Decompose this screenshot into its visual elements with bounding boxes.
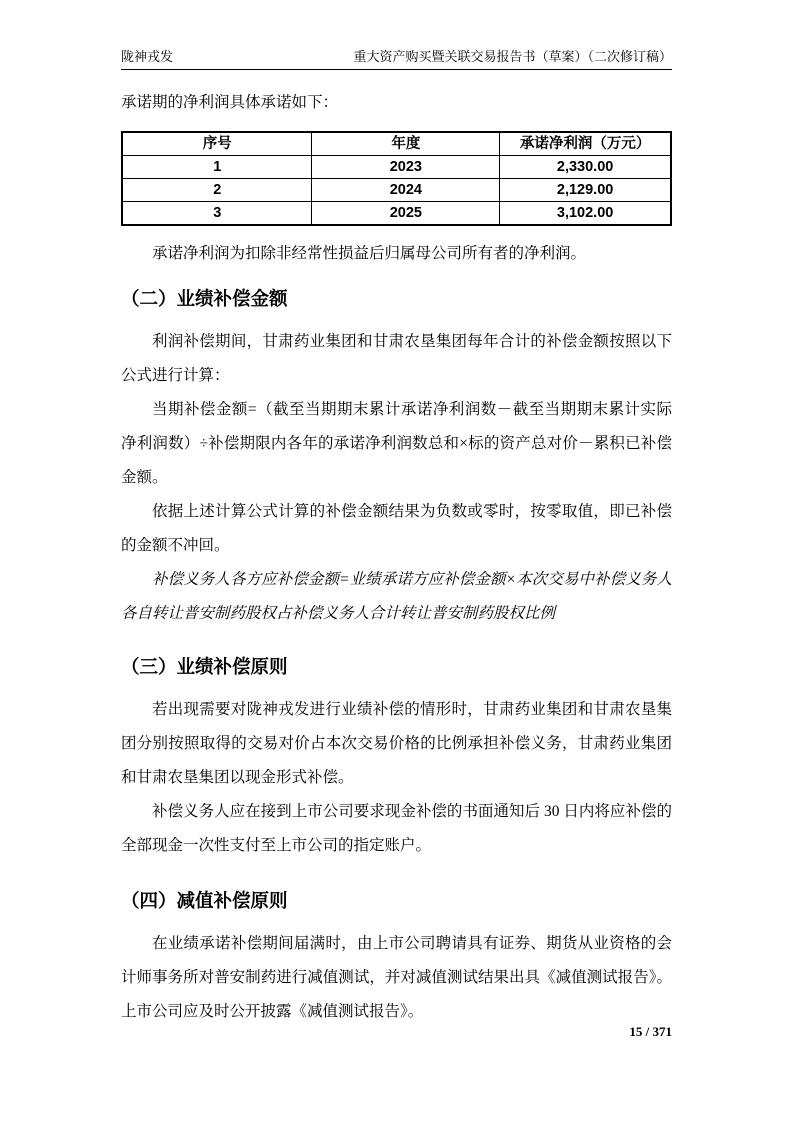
- profit-commitment-table: [121, 131, 672, 226]
- intro-paragraph: 承诺期的净利润具体承诺如下：: [121, 94, 339, 111]
- table-row: [122, 202, 671, 226]
- cell-year: 2023: [312, 156, 500, 179]
- section-3-paragraph-1: 若出现需要对陇神戎发进行业绩补偿的情形时，甘肃药业集团和甘肃农垦集团分别按照取得的交易对价占本次交易价格的比例承担补偿义务，甘肃药业集团和甘肃农垦集团以现金形式补偿。: [121, 701, 672, 786]
- table-row: [122, 179, 671, 202]
- cell-seq: 1: [122, 156, 312, 179]
- header-company-name: 陇神戎发: [121, 49, 174, 64]
- section-4-paragraph-1: 在业绩承诺补偿期间届满时，由上市公司聘请具有证券、期货从业资格的会计师事务所对普安制药进行减值测试，并对减值测试结果出具《减值测试报告》。上市公司应及时公开披露《减值测试报告》。: [121, 935, 672, 1020]
- table-header-row: [122, 132, 671, 156]
- note-paragraph: 承诺净利润为扣除非经常性损益后归属母公司所有者的净利润。: [152, 245, 587, 262]
- cell-seq: 2: [122, 179, 312, 202]
- col-header-year: 年度: [312, 132, 500, 156]
- cell-year: 2024: [312, 179, 500, 202]
- section-2-formula-paragraph: 当期补偿金额=（截至当期期末累计承诺净利润数－截至当期期末累计实际净利润数）÷补偿期限内各年的承诺净利润数总和×标的资产总对价－累积已补偿金额。: [121, 401, 672, 486]
- section-4-heading: （四）减值补偿原则: [121, 890, 288, 911]
- cell-net-profit: 2,129.00: [500, 179, 671, 202]
- section-2-paragraph-3: 依据上述计算公式计算的补偿金额结果为负数或零时，按零取值，即已补偿的金额不冲回。: [121, 503, 672, 554]
- table-row: [122, 156, 671, 179]
- page-number: 15 / 371: [629, 1024, 672, 1039]
- running-header: [121, 48, 672, 70]
- section-2-paragraph-1: 利润补偿期间，甘肃药业集团和甘肃农垦集团每年合计的补偿金额按照以下公式进行计算：: [121, 333, 672, 384]
- cell-year: 2025: [312, 202, 500, 226]
- cell-net-profit: 2,330.00: [500, 156, 671, 179]
- col-header-net-profit: 承诺净利润（万元）: [500, 132, 671, 156]
- section-3-heading: （三）业绩补偿原则: [121, 656, 288, 677]
- section-2-heading: （二）业绩补偿金额: [121, 288, 288, 309]
- header-document-title: 重大资产购买暨关联交易报告书（草案）（二次修订稿）: [353, 49, 672, 64]
- section-3-paragraph-2: 补偿义务人应在接到上市公司要求现金补偿的书面通知后 30 日内将应补偿的全部现金一次性支付至上市公司的指定账户。: [121, 803, 672, 854]
- cell-net-profit: 3,102.00: [500, 202, 671, 226]
- col-header-seq: 序号: [122, 132, 312, 156]
- cell-seq: 3: [122, 202, 312, 226]
- section-2-formula-paragraph-2: 补偿义务人各方应补偿金额=业绩承诺方应补偿金额×本次交易中补偿义务人各自转让普安制药股权占补偿义务人合计转让普安制药股权比例: [121, 571, 672, 622]
